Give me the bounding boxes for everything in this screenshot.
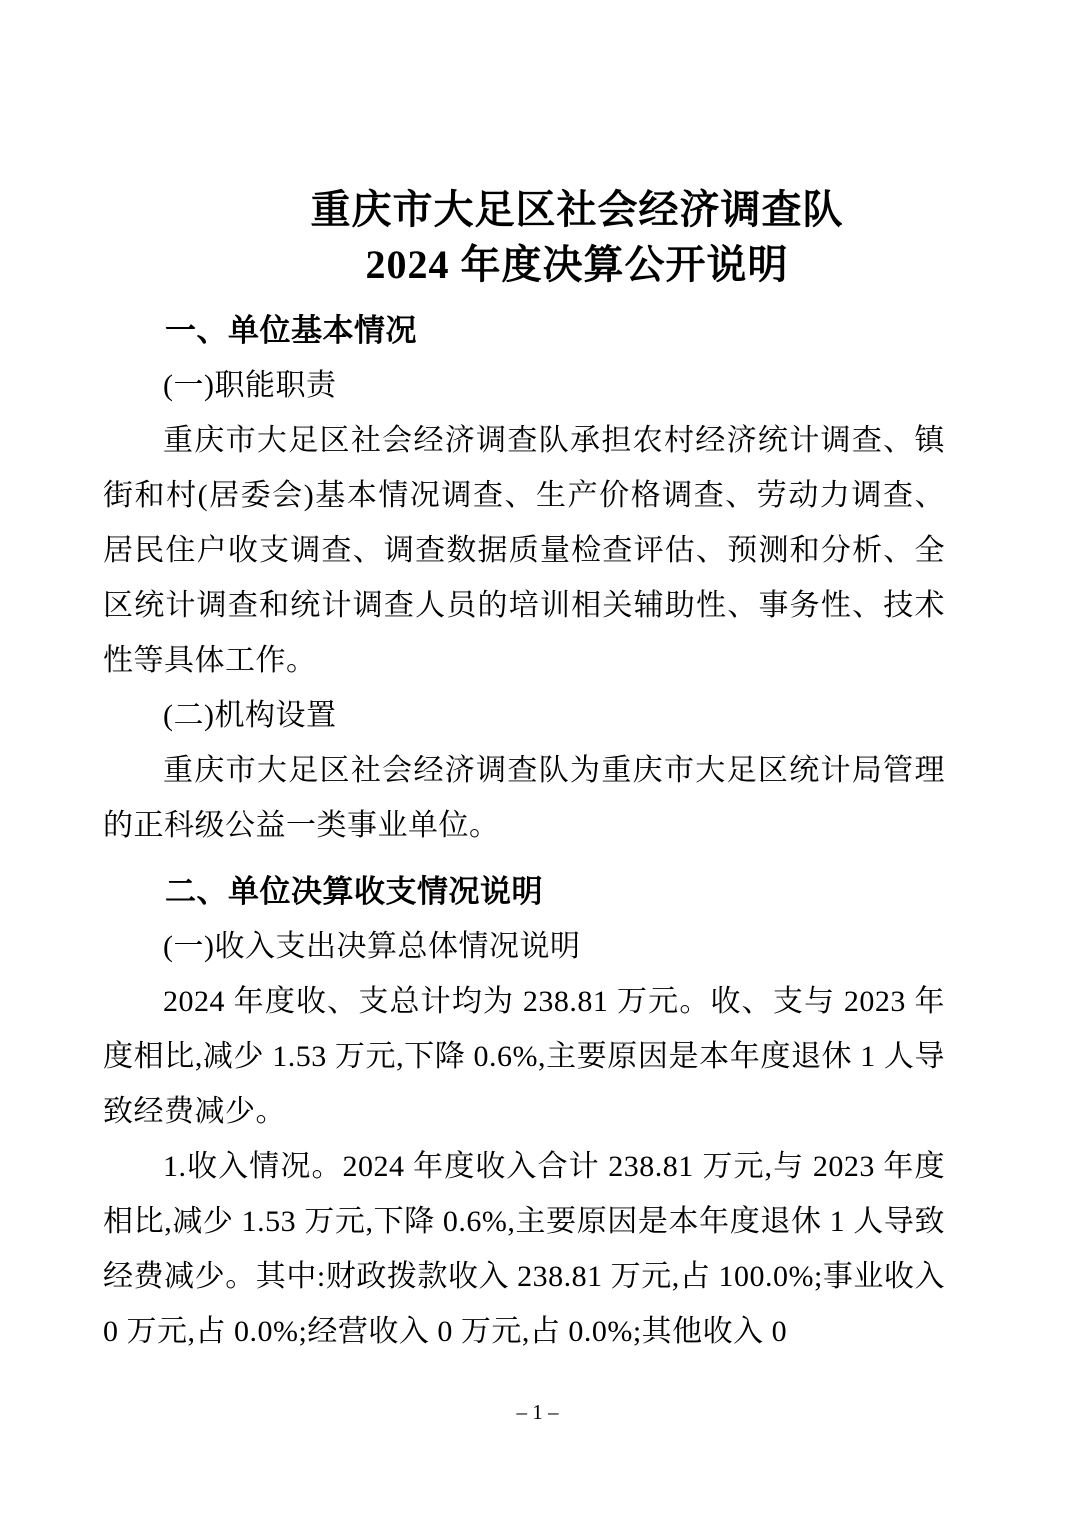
- paragraph-income: 1.收入情况。2024 年度收入合计 238.81 万元,与 2023 年度相比,减少 1.53 万元,下降 0.6%,主要原因是本年度退休 1 人导致经费减少。其中:财政拨款收入 238.81 万元,占 100.0%;事业收入 0 万元,占 0.0%;经营收入 0 万元,占 0.0%;其他收入 0: [103, 1150, 945, 1348]
- sub-heading-organization: (二)机构设置: [163, 699, 337, 732]
- paragraph-organization: 重庆市大足区社会经济调查队为重庆市大足区统计局管理的正科级公益一类事业单位。: [103, 754, 945, 842]
- document-title-line1: 重庆市大足区社会经济调查队: [310, 187, 844, 232]
- section-heading-basic-info: 一、单位基本情况: [165, 313, 417, 348]
- document-content: [103, 0, 945, 1359]
- section-heading-budget: 二、单位决算收支情况说明: [165, 874, 543, 909]
- sub-heading-functions: (一)职能职责: [163, 369, 337, 402]
- document-title: [209, 182, 945, 292]
- paragraph-functions: 重庆市大足区社会经济调查队承担农村经济统计调查、镇街和村(居委会)基本情况调查、生产价格调查、劳动力调查、居民住户收支调查、调查数据质量检查评估、预测和分析、全区统计调查和统计调查人员的培训相关辅助性、事务性、技术性等具体工作。: [103, 424, 945, 677]
- page-number: – 1 –: [516, 1400, 559, 1424]
- sub-heading-overview: (一)收入支出决算总体情况说明: [163, 930, 581, 963]
- paragraph-overview: 2024 年度收、支总计均为 238.81 万元。收、支与 2023 年度相比,减少 1.53 万元,下降 0.6%,主要原因是本年度退休 1 人导致经费减少。: [103, 985, 945, 1128]
- document-title-line2: 2024 年度决算公开说明: [365, 242, 789, 287]
